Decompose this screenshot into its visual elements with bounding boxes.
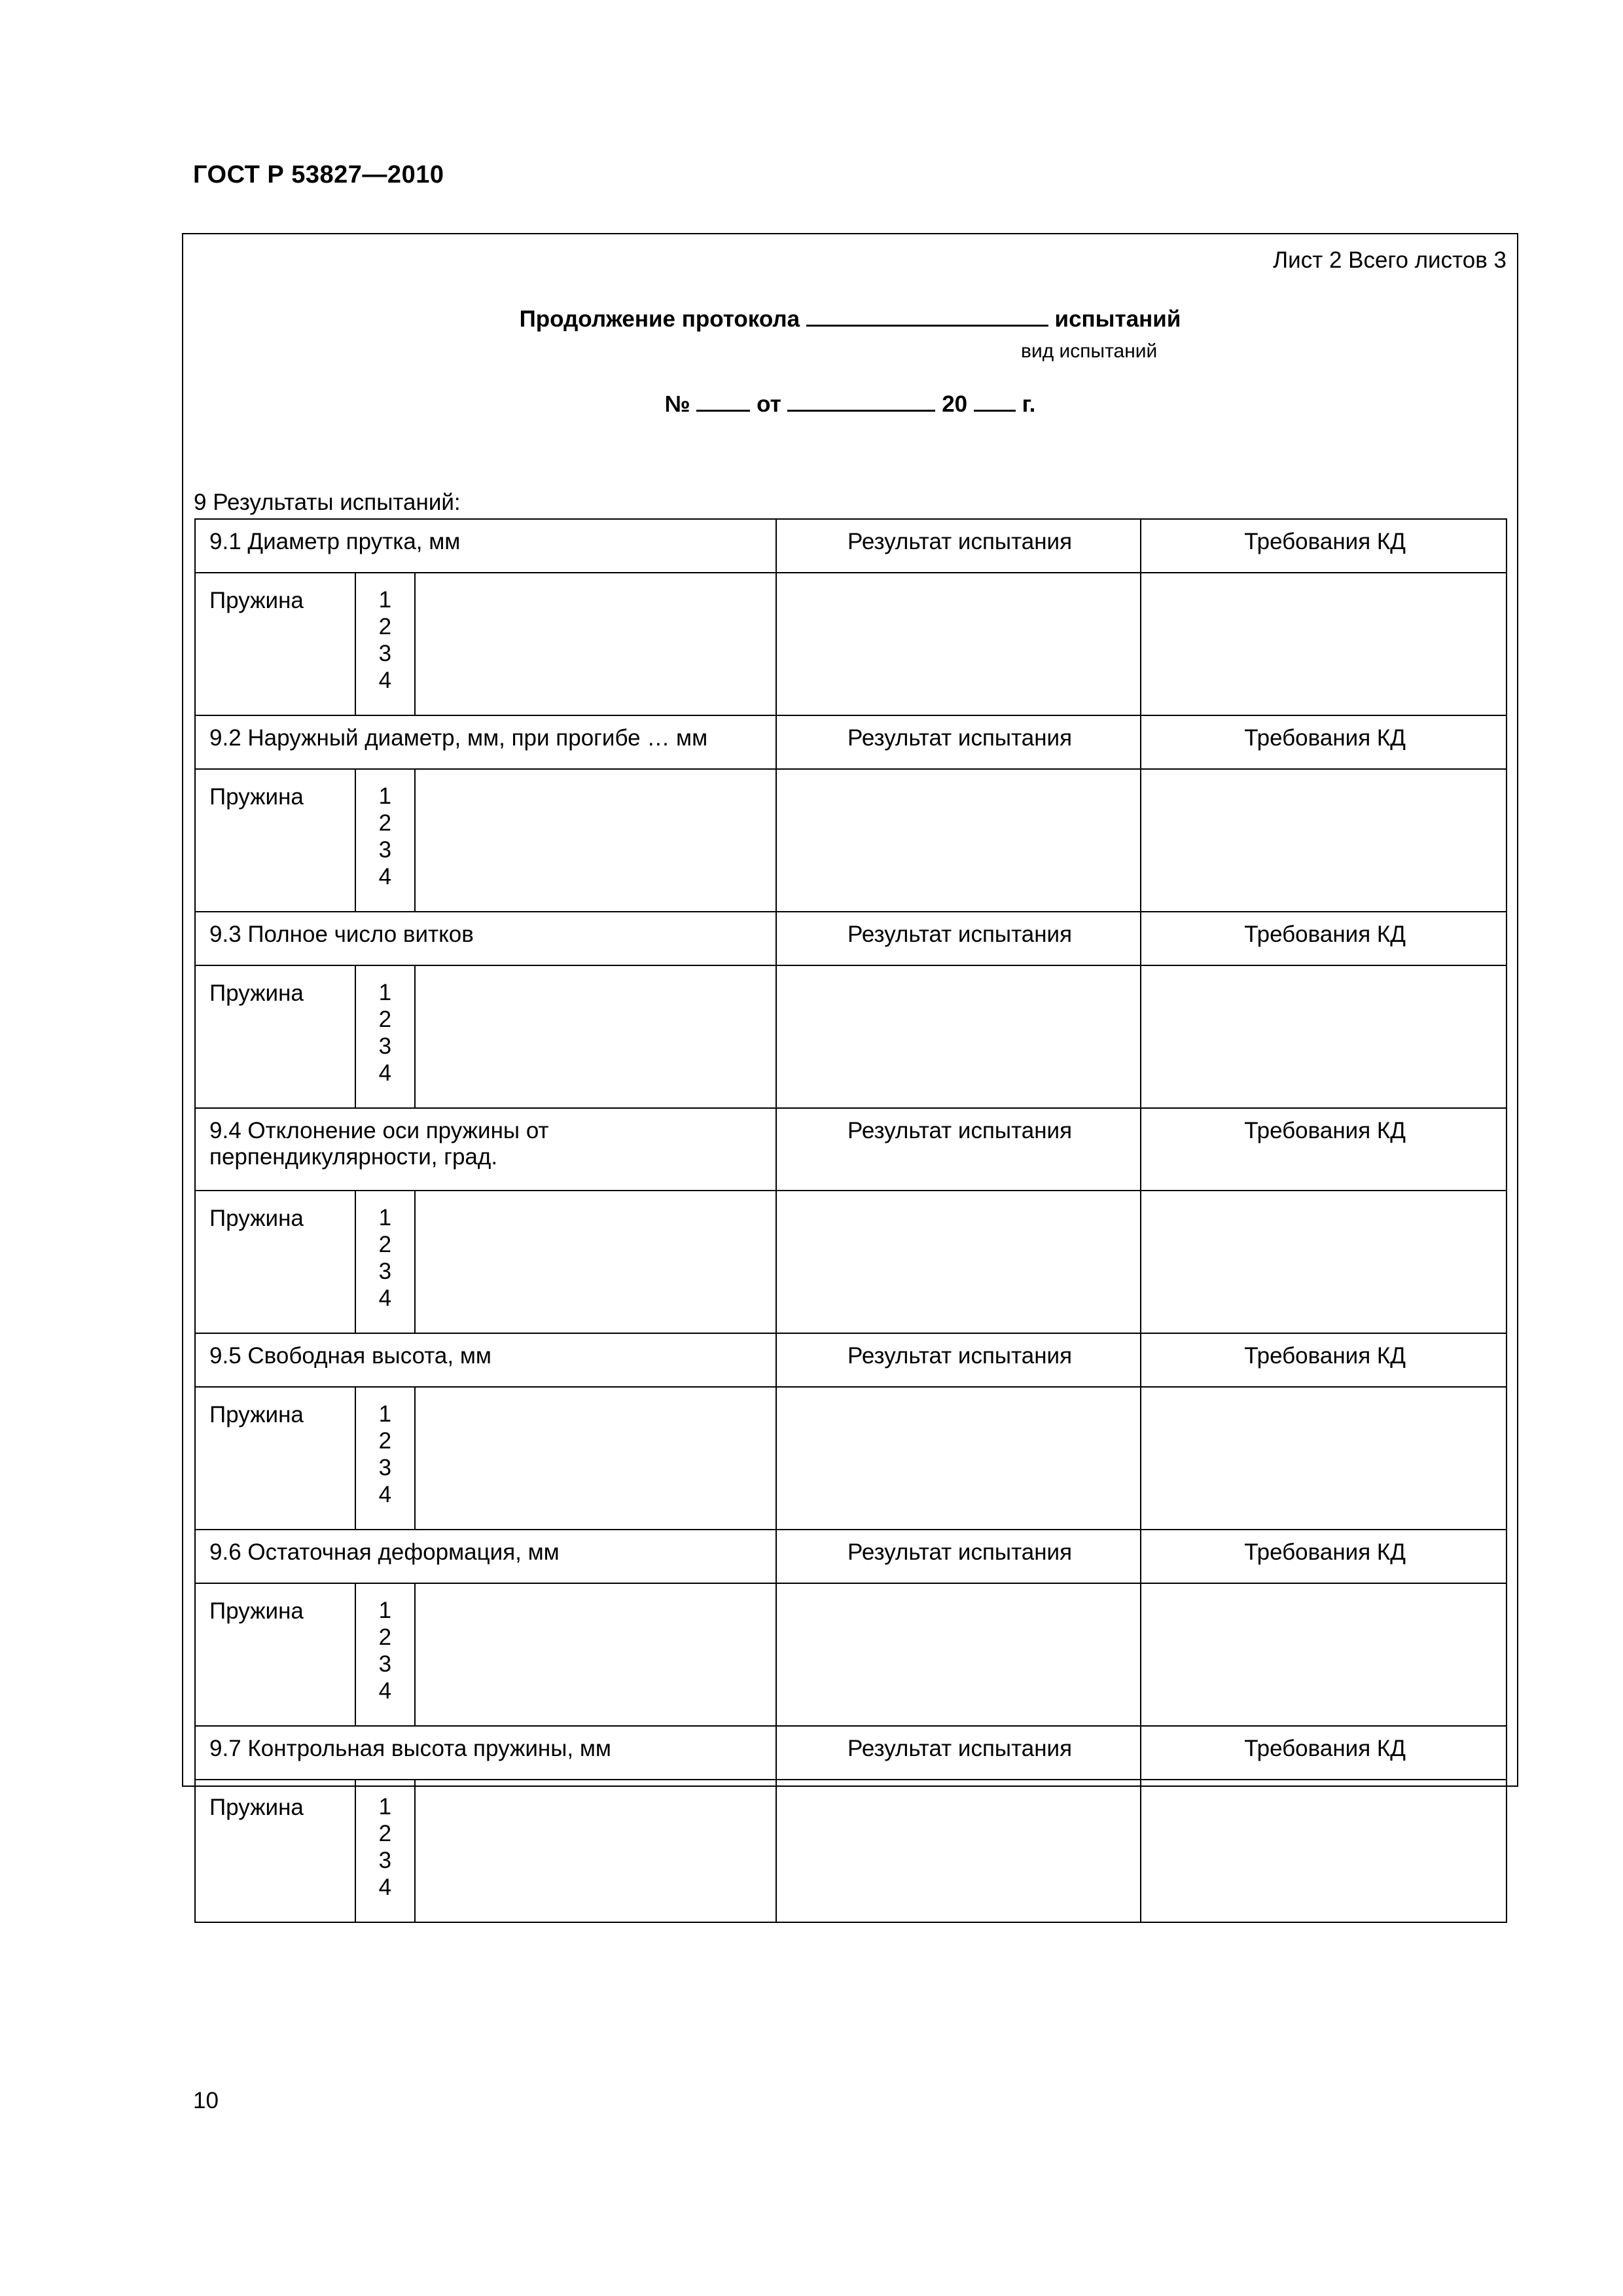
protocol-number-line <box>183 390 1517 418</box>
spring-indices <box>355 769 414 912</box>
result-header: Результат испытания <box>776 912 1141 965</box>
spring-index: 2 <box>378 1007 392 1032</box>
notes-cell[interactable] <box>415 1583 776 1726</box>
spring-index: 2 <box>378 810 392 836</box>
number-sign: № <box>664 391 690 417</box>
spring-index: 3 <box>378 837 392 863</box>
requirements-header: Требования КД <box>1141 1726 1507 1780</box>
spring-label: Пружина <box>195 1583 355 1726</box>
requirements-cell[interactable] <box>1141 573 1507 715</box>
result-header: Результат испытания <box>776 715 1141 769</box>
requirements-cell[interactable] <box>1141 1583 1507 1726</box>
result-header: Результат испытания <box>776 1333 1141 1387</box>
spring-index: 2 <box>378 614 392 639</box>
spring-index: 4 <box>378 1874 392 1900</box>
requirements-header: Требования КД <box>1141 519 1507 573</box>
param-header-row <box>195 715 1507 769</box>
requirements-header: Требования КД <box>1141 1333 1507 1387</box>
spring-data-row <box>195 965 1507 1108</box>
param-name: 9.6 Остаточная деформация, мм <box>195 1530 776 1583</box>
spring-label: Пружина <box>195 769 355 912</box>
spring-data-row <box>195 769 1507 912</box>
param-name: 9.1 Диаметр прутка, мм <box>195 519 776 573</box>
notes-cell[interactable] <box>415 1780 776 1922</box>
param-name: 9.4 Отклонение оси пружины от перпендикулярности, град. <box>195 1108 776 1191</box>
notes-cell[interactable] <box>415 573 776 715</box>
result-header: Результат испытания <box>776 1726 1141 1780</box>
spring-index: 1 <box>378 980 392 1005</box>
requirements-header: Требования КД <box>1141 1530 1507 1583</box>
spring-index: 4 <box>378 1678 392 1704</box>
requirements-cell[interactable] <box>1141 769 1507 912</box>
notes-cell[interactable] <box>415 769 776 912</box>
year-prefix: 20 <box>942 391 968 417</box>
spring-index: 1 <box>378 1401 392 1427</box>
param-header-row <box>195 1726 1507 1780</box>
from-label: от <box>757 391 781 417</box>
spring-label: Пружина <box>195 1387 355 1530</box>
param-name: 9.3 Полное число витков <box>195 912 776 965</box>
spring-index: 1 <box>378 587 392 613</box>
results-table <box>194 518 1507 1923</box>
test-type-caption: вид испытаний <box>1021 340 1158 362</box>
requirements-cell[interactable] <box>1141 1780 1507 1922</box>
protocol-year-blank[interactable] <box>974 390 1016 412</box>
spring-index: 4 <box>378 864 392 889</box>
param-name: 9.7 Контрольная высота пружины, мм <box>195 1726 776 1780</box>
result-cell[interactable] <box>776 1583 1141 1726</box>
param-name: 9.5 Свободная высота, мм <box>195 1333 776 1387</box>
param-header-row <box>195 1333 1507 1387</box>
spring-label: Пружина <box>195 965 355 1108</box>
spring-index: 3 <box>378 1455 392 1480</box>
spring-data-row <box>195 1387 1507 1530</box>
result-cell[interactable] <box>776 573 1141 715</box>
protocol-title-prefix: Продолжение протокола <box>519 306 800 332</box>
standard-code: ГОСТ Р 53827—2010 <box>193 161 444 188</box>
result-cell[interactable] <box>776 1780 1141 1922</box>
spring-index: 4 <box>378 1060 392 1086</box>
notes-cell[interactable] <box>415 965 776 1108</box>
section-title: 9 Результаты испытаний: <box>194 490 461 515</box>
sheet-info: Лист 2 Всего листов 3 <box>1273 247 1507 273</box>
spring-data-row <box>195 1583 1507 1726</box>
protocol-title-suffix: испытаний <box>1054 306 1181 332</box>
spring-index: 3 <box>378 1848 392 1873</box>
result-cell[interactable] <box>776 1191 1141 1333</box>
result-header: Результат испытания <box>776 1530 1141 1583</box>
test-type-blank[interactable] <box>806 305 1048 327</box>
spring-index: 3 <box>378 1033 392 1059</box>
param-header-row <box>195 1108 1507 1191</box>
spring-label: Пружина <box>195 1191 355 1333</box>
requirements-header: Требования КД <box>1141 1108 1507 1191</box>
spring-index: 3 <box>378 641 392 666</box>
requirements-cell[interactable] <box>1141 1191 1507 1333</box>
result-header: Результат испытания <box>776 1108 1141 1191</box>
protocol-date-blank[interactable] <box>787 390 935 412</box>
spring-index: 2 <box>378 1821 392 1846</box>
result-cell[interactable] <box>776 1387 1141 1530</box>
spring-index: 4 <box>378 668 392 693</box>
spring-indices <box>355 1387 414 1530</box>
requirements-header: Требования КД <box>1141 715 1507 769</box>
spring-index: 1 <box>378 1794 392 1820</box>
spring-indices <box>355 1583 414 1726</box>
spring-indices <box>355 573 414 715</box>
protocol-number-blank[interactable] <box>696 390 750 412</box>
result-header: Результат испытания <box>776 519 1141 573</box>
spring-index: 4 <box>378 1285 392 1311</box>
param-header-row <box>195 912 1507 965</box>
spring-label: Пружина <box>195 1780 355 1922</box>
spring-indices <box>355 1780 414 1922</box>
spring-indices <box>355 1191 414 1333</box>
year-suffix: г. <box>1022 391 1036 417</box>
spring-indices <box>355 965 414 1108</box>
spring-index: 4 <box>378 1482 392 1507</box>
spring-index: 1 <box>378 1598 392 1623</box>
spring-index: 2 <box>378 1428 392 1454</box>
result-cell[interactable] <box>776 965 1141 1108</box>
protocol-title <box>183 305 1517 332</box>
param-header-row <box>195 1530 1507 1583</box>
param-name: 9.2 Наружный диаметр, мм, при прогибе … мм <box>195 715 776 769</box>
spring-data-row <box>195 1780 1507 1922</box>
requirements-header: Требования КД <box>1141 912 1507 965</box>
notes-cell[interactable] <box>415 1191 776 1333</box>
spring-index: 3 <box>378 1259 392 1284</box>
spring-index: 1 <box>378 1205 392 1230</box>
page-number: 10 <box>193 2088 219 2113</box>
spring-label: Пружина <box>195 573 355 715</box>
spring-index: 2 <box>378 1232 392 1257</box>
requirements-cell[interactable] <box>1141 1387 1507 1530</box>
param-header-row <box>195 519 1507 573</box>
requirements-cell[interactable] <box>1141 965 1507 1108</box>
notes-cell[interactable] <box>415 1387 776 1530</box>
spring-data-row <box>195 573 1507 715</box>
spring-index: 1 <box>378 783 392 809</box>
spring-data-row <box>195 1191 1507 1333</box>
result-cell[interactable] <box>776 769 1141 912</box>
spring-index: 3 <box>378 1651 392 1677</box>
protocol-frame <box>182 233 1518 1900</box>
spring-index: 2 <box>378 1624 392 1650</box>
